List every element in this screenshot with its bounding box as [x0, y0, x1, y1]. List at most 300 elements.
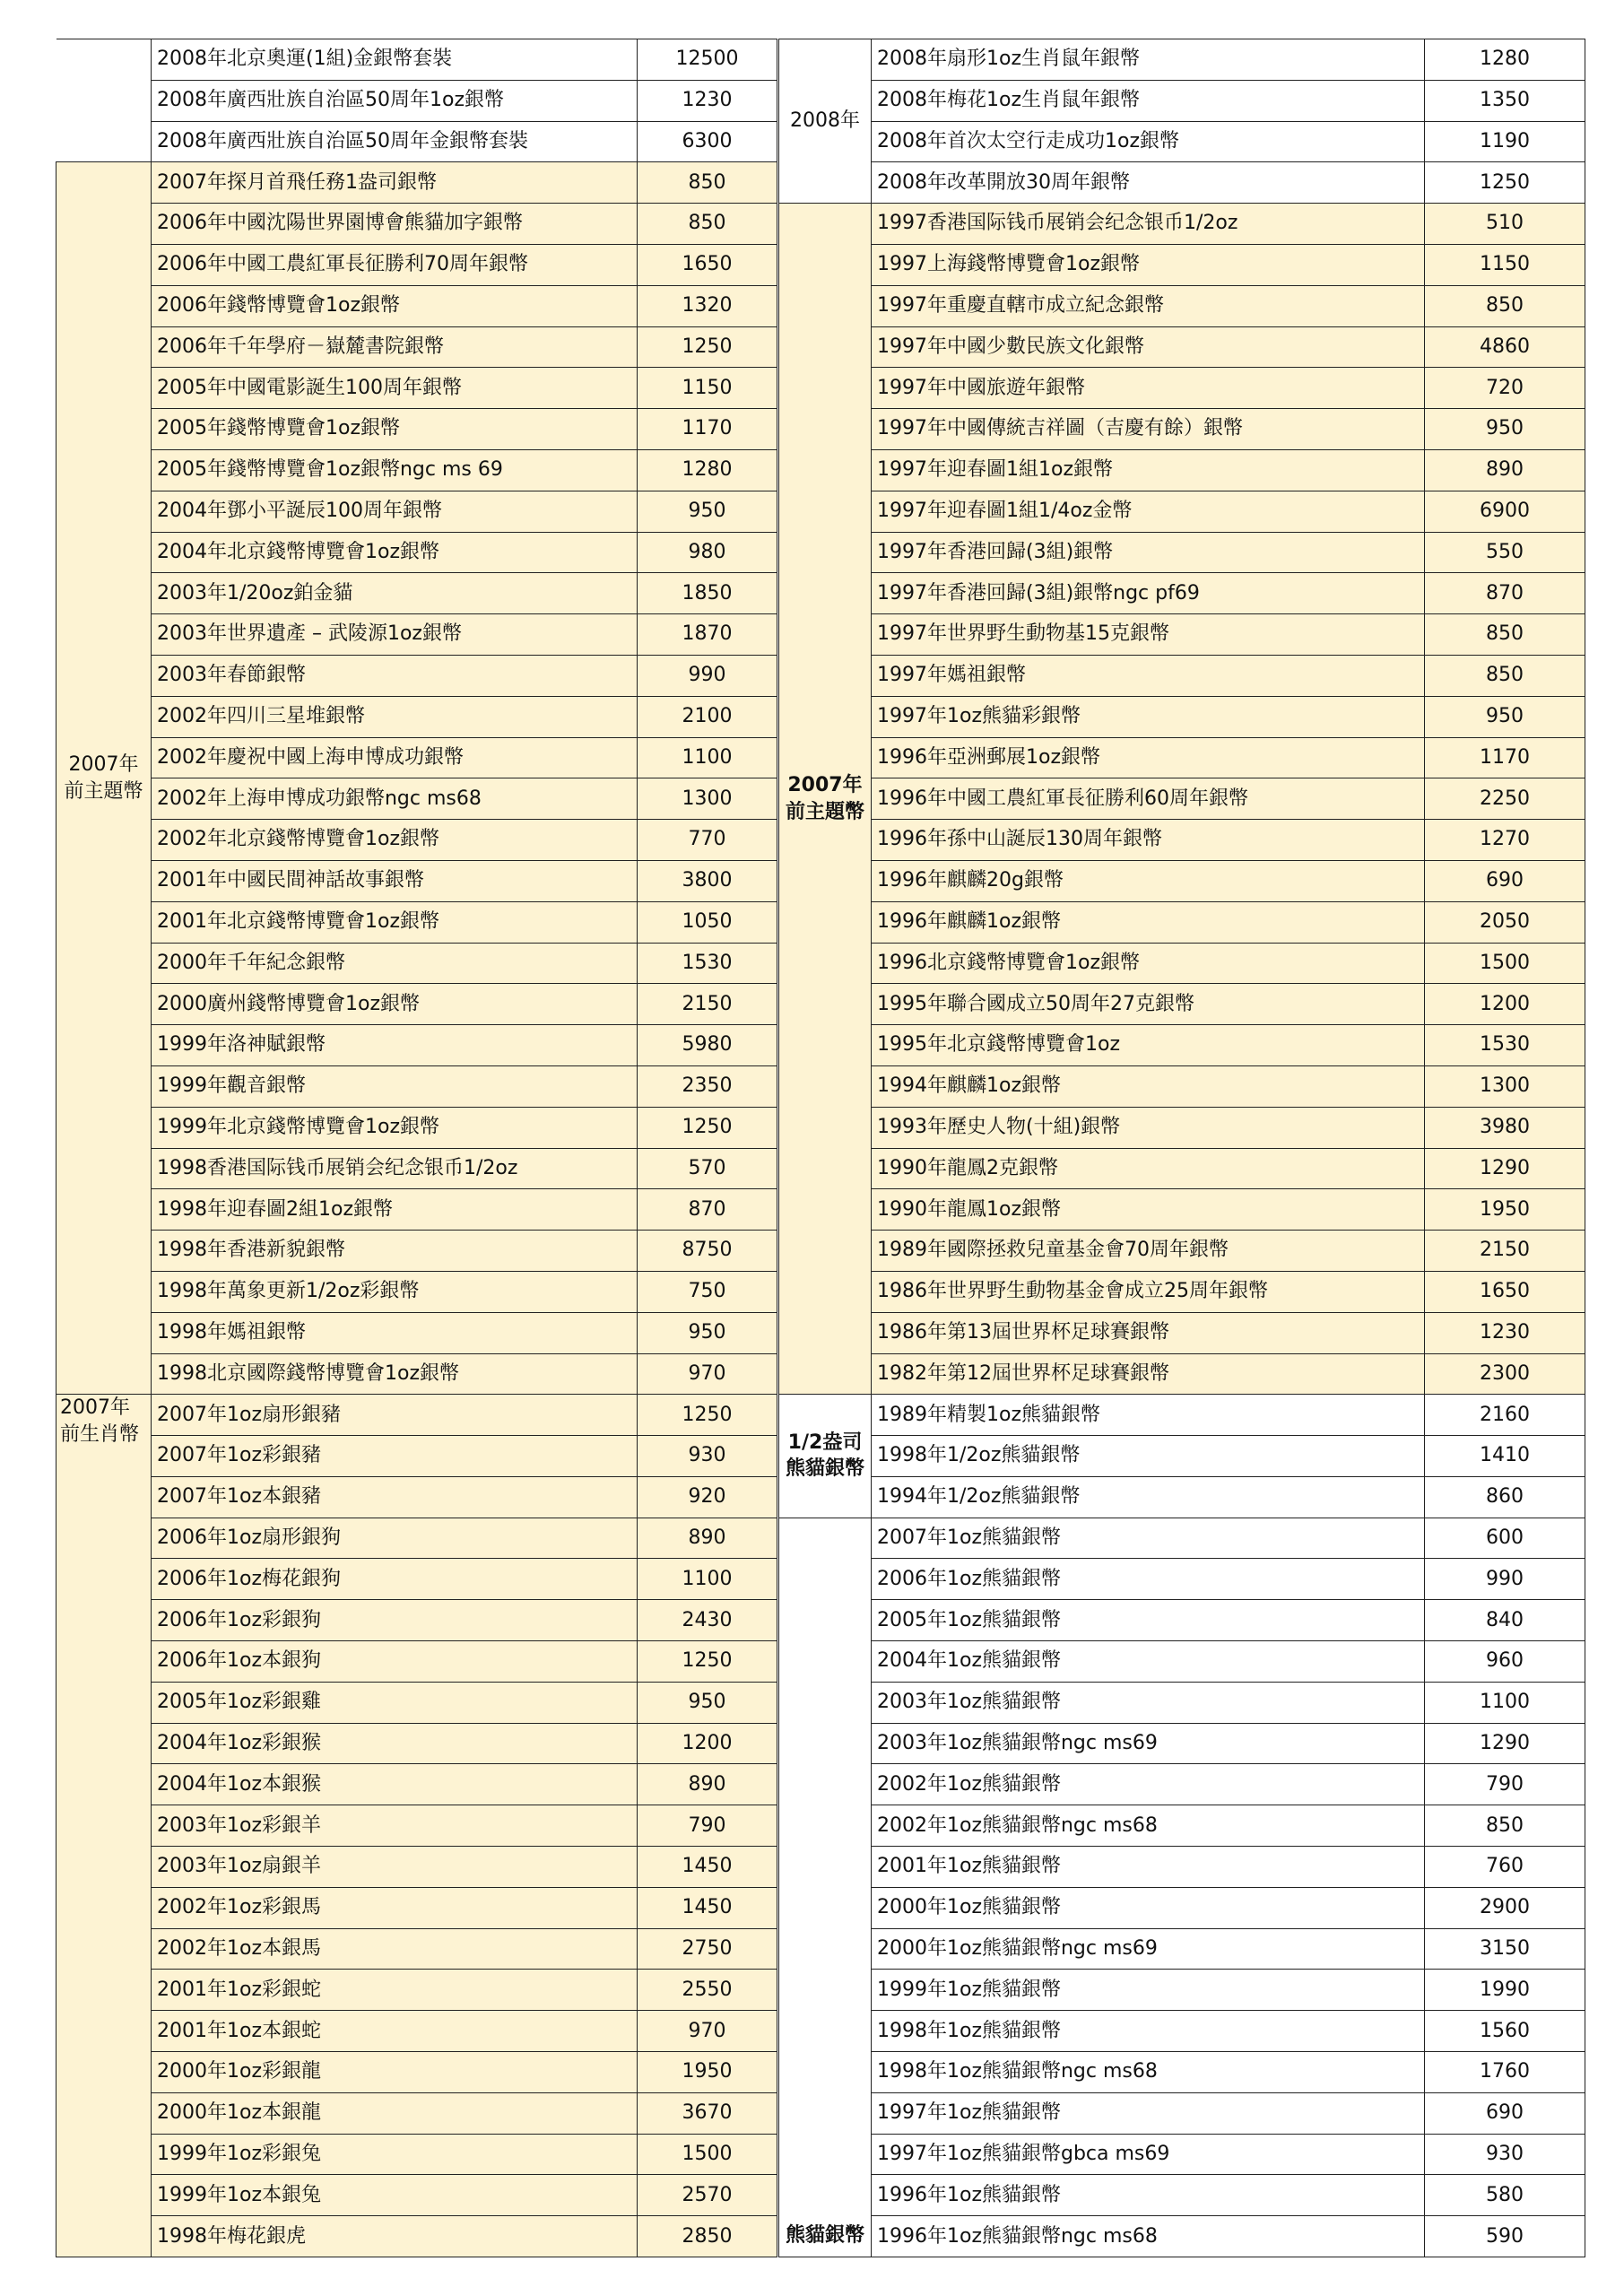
coin-name: 1998年1oz熊貓銀幣	[872, 2011, 1425, 2052]
coin-price: 1270	[1425, 820, 1585, 861]
coin-name: 2006年1oz熊貓銀幣	[872, 1559, 1425, 1600]
coin-name: 2008年改革開放30周年銀幣	[872, 162, 1425, 204]
coin-price: 3150	[1425, 1928, 1585, 1970]
coin-price: 2300	[1425, 1353, 1585, 1395]
coin-name: 2005年1oz熊貓銀幣	[872, 1600, 1425, 1641]
coin-name: 2008年廣西壯族自治區50周年1oz銀幣	[152, 80, 638, 121]
coin-price: 1250	[1425, 162, 1585, 204]
coin-name: 1999年1oz本銀兔	[152, 2175, 638, 2216]
coin-name: 2001年北京錢幣博覽會1oz銀幣	[152, 901, 638, 943]
coin-name: 2000年千年紀念銀幣	[152, 943, 638, 984]
coin-name: 2000年1oz熊貓銀幣	[872, 1887, 1425, 1928]
coin-price: 1100	[638, 737, 777, 778]
table-row	[779, 1395, 1585, 1436]
table-row	[56, 1600, 777, 1641]
coin-name: 1997年中國旅遊年銀幣	[872, 368, 1425, 409]
coin-price: 950	[638, 1682, 777, 1723]
table-row	[779, 285, 1585, 326]
table-row	[779, 1928, 1585, 1970]
coin-price: 1250	[638, 326, 777, 368]
coin-price: 2550	[638, 1970, 777, 2011]
coin-price: 1300	[638, 778, 777, 820]
coin-price: 1870	[638, 614, 777, 656]
coin-name: 2002年1oz熊貓銀幣	[872, 1764, 1425, 1805]
coin-price: 6900	[1425, 491, 1585, 532]
coin-name: 1990年龍鳳2克銀幣	[872, 1148, 1425, 1189]
category-label: 2007年 前主題幣	[779, 204, 872, 1395]
coin-price: 990	[638, 655, 777, 696]
table-row	[56, 2175, 777, 2216]
coin-price: 2250	[1425, 778, 1585, 820]
coin-price: 590	[1425, 2216, 1585, 2257]
table-row	[56, 162, 777, 204]
table-row	[56, 204, 777, 245]
coin-name: 2006年千年學府－嶽麓書院銀幣	[152, 326, 638, 368]
coin-price: 550	[1425, 532, 1585, 573]
table-row	[56, 820, 777, 861]
table-row	[56, 901, 777, 943]
table-row	[56, 655, 777, 696]
coin-price: 1150	[1425, 244, 1585, 285]
coin-name: 2003年1oz彩銀羊	[152, 1805, 638, 1847]
left-price-table	[56, 39, 777, 2257]
table-row	[779, 2216, 1585, 2257]
coin-name: 2008年梅花1oz生肖鼠年銀幣	[872, 80, 1425, 121]
coin-price: 870	[638, 1189, 777, 1231]
table-row	[56, 1805, 777, 1847]
coin-name: 2003年1oz熊貓銀幣	[872, 1682, 1425, 1723]
coin-price: 1170	[638, 409, 777, 450]
table-row	[779, 614, 1585, 656]
coin-price: 2570	[638, 2175, 777, 2216]
category-label: 1/2盎司 熊貓銀幣	[779, 1395, 872, 1518]
coin-price: 1250	[638, 1641, 777, 1683]
coin-price: 870	[1425, 573, 1585, 614]
coin-name: 1998年萬象更新1/2oz彩銀幣	[152, 1271, 638, 1312]
coin-price: 2430	[638, 1600, 777, 1641]
coin-price: 1500	[1425, 943, 1585, 984]
coin-name: 2007年探月首飛任務1盎司銀幣	[152, 162, 638, 204]
coin-name: 1999年觀音銀幣	[152, 1065, 638, 1107]
coin-price: 790	[638, 1805, 777, 1847]
coin-name: 2002年上海申博成功銀幣ngc ms68	[152, 778, 638, 820]
left-table-body	[56, 39, 777, 2257]
coin-price: 1850	[638, 573, 777, 614]
coin-price: 1410	[1425, 1436, 1585, 1477]
coin-name: 2000年1oz熊貓銀幣ngc ms69	[872, 1928, 1425, 1970]
coin-price: 1250	[638, 1395, 777, 1436]
table-row	[56, 1887, 777, 1928]
coin-price: 850	[638, 204, 777, 245]
coin-name: 2002年慶祝中國上海申博成功銀幣	[152, 737, 638, 778]
coin-price: 1280	[1425, 39, 1585, 81]
coin-name: 2003年1oz扇銀羊	[152, 1847, 638, 1888]
coin-name: 2000年1oz彩銀龍	[152, 2052, 638, 2093]
table-row	[779, 1065, 1585, 1107]
table-row	[779, 162, 1585, 204]
coin-price: 2150	[638, 984, 777, 1025]
table-row	[56, 1025, 777, 1066]
coin-name: 2008年北京奧運(1組)金銀幣套裝	[152, 39, 638, 81]
table-row	[779, 984, 1585, 1025]
coin-name: 1993年歷史人物(十組)銀幣	[872, 1107, 1425, 1148]
right-table-body	[779, 39, 1585, 2257]
coin-price: 840	[1425, 1600, 1585, 1641]
coin-price: 1050	[638, 901, 777, 943]
table-row	[779, 860, 1585, 901]
category-label: 2007年 前生肖幣	[56, 1395, 152, 2257]
coin-name: 2003年春節銀幣	[152, 655, 638, 696]
coin-name: 1989年國際拯救兒童基金會70周年銀幣	[872, 1231, 1425, 1272]
coin-price: 2900	[1425, 1887, 1585, 1928]
coin-price: 690	[1425, 860, 1585, 901]
coin-name: 1996年孫中山誕辰130周年銀幣	[872, 820, 1425, 861]
table-row	[779, 655, 1585, 696]
coin-name: 1997年重慶直轄市成立紀念銀幣	[872, 285, 1425, 326]
coin-price: 750	[638, 1271, 777, 1312]
table-row	[56, 532, 777, 573]
coin-price: 12500	[638, 39, 777, 81]
table-row	[779, 778, 1585, 820]
table-row	[779, 326, 1585, 368]
coin-price: 2350	[638, 1065, 777, 1107]
table-row	[779, 2134, 1585, 2175]
table-row	[779, 1847, 1585, 1888]
table-row	[779, 943, 1585, 984]
coin-name: 1994年麒麟1oz銀幣	[872, 1065, 1425, 1107]
table-row	[779, 1107, 1585, 1148]
table-row	[56, 2216, 777, 2257]
coin-price: 1350	[1425, 80, 1585, 121]
coin-name: 1998年1/2oz熊貓銀幣	[872, 1436, 1425, 1477]
coin-price: 850	[1425, 285, 1585, 326]
coin-name: 2003年1oz熊貓銀幣ngc ms69	[872, 1723, 1425, 1764]
table-row	[779, 1682, 1585, 1723]
table-row	[56, 285, 777, 326]
table-row	[56, 1970, 777, 2011]
coin-price: 1290	[1425, 1723, 1585, 1764]
coin-name: 1996年1oz熊貓銀幣ngc ms68	[872, 2216, 1425, 2257]
coin-name: 1997年1oz熊貓彩銀幣	[872, 696, 1425, 737]
coin-price: 890	[1425, 449, 1585, 491]
coin-name: 2003年世界遺產 – 武陵源1oz銀幣	[152, 614, 638, 656]
coin-price: 690	[1425, 2092, 1585, 2134]
coin-price: 1230	[638, 80, 777, 121]
coin-price: 1150	[638, 368, 777, 409]
coin-price: 850	[638, 162, 777, 204]
coin-name: 2002年四川三星堆銀幣	[152, 696, 638, 737]
table-row	[779, 532, 1585, 573]
table-row	[56, 778, 777, 820]
coin-price: 580	[1425, 2175, 1585, 2216]
coin-price: 3800	[638, 860, 777, 901]
coin-price: 850	[1425, 655, 1585, 696]
coin-name: 1994年1/2oz熊貓銀幣	[872, 1476, 1425, 1518]
table-row	[779, 244, 1585, 285]
coin-price: 1530	[1425, 1025, 1585, 1066]
coin-name: 1996年麒麟1oz銀幣	[872, 901, 1425, 943]
coin-name: 1986年第13屆世界杯足球賽銀幣	[872, 1312, 1425, 1353]
table-row	[56, 1847, 777, 1888]
table-row	[779, 1887, 1585, 1928]
coin-name: 2002年1oz熊貓銀幣ngc ms68	[872, 1805, 1425, 1847]
coin-price: 950	[1425, 409, 1585, 450]
coin-name: 1990年龍鳳1oz銀幣	[872, 1189, 1425, 1231]
coin-price: 1170	[1425, 737, 1585, 778]
coin-price: 1200	[638, 1723, 777, 1764]
coin-name: 1996年1oz熊貓銀幣	[872, 2175, 1425, 2216]
table-row	[56, 2092, 777, 2134]
coin-name: 1998年媽祖銀幣	[152, 1312, 638, 1353]
coin-name: 2004年北京錢幣博覽會1oz銀幣	[152, 532, 638, 573]
coin-price: 1200	[1425, 984, 1585, 1025]
table-row	[779, 1600, 1585, 1641]
coin-name: 2000廣州錢幣博覽會1oz銀幣	[152, 984, 638, 1025]
table-row	[779, 1025, 1585, 1066]
table-row	[56, 1231, 777, 1272]
table-row	[56, 1641, 777, 1683]
table-row	[56, 368, 777, 409]
table-row	[56, 491, 777, 532]
table-row	[56, 121, 777, 162]
table-row	[779, 820, 1585, 861]
coin-name: 1997年1oz熊貓銀幣gbca ms69	[872, 2134, 1425, 2175]
table-row	[56, 1395, 777, 1436]
coin-name: 2005年錢幣博覽會1oz銀幣	[152, 409, 638, 450]
coin-price: 980	[638, 532, 777, 573]
coin-price: 8750	[638, 1231, 777, 1272]
table-row	[56, 1559, 777, 1600]
coin-price: 1560	[1425, 2011, 1585, 2052]
coin-price: 760	[1425, 1847, 1585, 1888]
coin-name: 1997年1oz熊貓銀幣	[872, 2092, 1425, 2134]
table-row	[779, 696, 1585, 737]
coin-price: 510	[1425, 204, 1585, 245]
coin-price: 1230	[1425, 1312, 1585, 1353]
table-row	[779, 121, 1585, 162]
table-row	[779, 2092, 1585, 2134]
coin-price: 1650	[638, 244, 777, 285]
coin-name: 2006年1oz扇形銀狗	[152, 1518, 638, 1559]
coin-price: 860	[1425, 1476, 1585, 1518]
coin-name: 2006年中國沈陽世界園博會熊貓加字銀幣	[152, 204, 638, 245]
table-row	[56, 860, 777, 901]
coin-price: 950	[638, 1312, 777, 1353]
table-row	[56, 1518, 777, 1559]
table-row	[779, 1970, 1585, 2011]
coin-name: 2002年1oz本銀馬	[152, 1928, 638, 1970]
coin-name: 1999年1oz彩銀兔	[152, 2134, 638, 2175]
coin-name: 2006年錢幣博覽會1oz銀幣	[152, 285, 638, 326]
table-row	[779, 368, 1585, 409]
coin-name: 2004年1oz彩銀猴	[152, 1723, 638, 1764]
coin-name: 1997年中國少數民族文化銀幣	[872, 326, 1425, 368]
coin-price: 970	[638, 2011, 777, 2052]
coin-name: 1997年迎春圖1組1/4oz金幣	[872, 491, 1425, 532]
coin-price: 2160	[1425, 1395, 1585, 1436]
coin-name: 1997年迎春圖1組1oz銀幣	[872, 449, 1425, 491]
table-row	[56, 1436, 777, 1477]
coin-name: 2004年1oz本銀猴	[152, 1764, 638, 1805]
table-row	[779, 901, 1585, 943]
coin-price: 930	[1425, 2134, 1585, 2175]
table-row	[779, 1353, 1585, 1395]
coin-name: 1999年1oz熊貓銀幣	[872, 1970, 1425, 2011]
coin-price: 6300	[638, 121, 777, 162]
coin-name: 2001年1oz熊貓銀幣	[872, 1847, 1425, 1888]
coin-name: 1997年香港回歸(3組)銀幣ngc pf69	[872, 573, 1425, 614]
table-row	[779, 1231, 1585, 1272]
coin-price: 1100	[1425, 1682, 1585, 1723]
table-row	[56, 409, 777, 450]
table-row	[56, 1723, 777, 1764]
table-row	[56, 1271, 777, 1312]
coin-name: 2006年中國工農紅軍長征勝利70周年銀幣	[152, 244, 638, 285]
coin-price: 2150	[1425, 1231, 1585, 1272]
table-row	[56, 326, 777, 368]
coin-price: 2100	[638, 696, 777, 737]
coin-name: 1995年北京錢幣博覽會1oz	[872, 1025, 1425, 1066]
table-row	[779, 2175, 1585, 2216]
coin-price: 570	[638, 1148, 777, 1189]
coin-name: 2001年中國民間神話故事銀幣	[152, 860, 638, 901]
table-row	[56, 1764, 777, 1805]
table-row	[56, 1148, 777, 1189]
coin-price: 1650	[1425, 1271, 1585, 1312]
coin-price: 4860	[1425, 326, 1585, 368]
coin-price: 600	[1425, 1518, 1585, 1559]
coin-price: 1280	[638, 449, 777, 491]
table-row	[779, 2052, 1585, 2093]
coin-price: 5980	[638, 1025, 777, 1066]
coin-name: 1998年迎春圖2組1oz銀幣	[152, 1189, 638, 1231]
coin-name: 2007年1oz熊貓銀幣	[872, 1518, 1425, 1559]
table-row	[56, 39, 777, 81]
coin-name: 2005年錢幣博覽會1oz銀幣ngc ms 69	[152, 449, 638, 491]
coin-name: 2001年1oz彩銀蛇	[152, 1970, 638, 2011]
coin-price: 950	[1425, 696, 1585, 737]
table-row	[779, 1559, 1585, 1600]
table-row	[779, 1518, 1585, 1559]
coin-name: 1998香港国际钱币展销会纪念银币1/2oz	[152, 1148, 638, 1189]
table-row	[56, 1476, 777, 1518]
table-row	[779, 737, 1585, 778]
table-row	[56, 943, 777, 984]
table-row	[56, 2011, 777, 2052]
coin-name: 1997年中國傳統吉祥圖（吉慶有餘）銀幣	[872, 409, 1425, 450]
coin-name: 2008年首次太空行走成功1oz銀幣	[872, 121, 1425, 162]
coin-price: 1100	[638, 1559, 777, 1600]
coin-price: 850	[1425, 1805, 1585, 1847]
coin-price: 1950	[1425, 1189, 1585, 1231]
category-label: 2007年 前主題幣	[56, 162, 152, 1395]
table-row	[779, 1764, 1585, 1805]
coin-name: 2007年1oz彩銀豬	[152, 1436, 638, 1477]
table-row	[779, 1148, 1585, 1189]
coin-name: 1997香港国际钱币展销会纪念银币1/2oz	[872, 204, 1425, 245]
coin-name: 1998年香港新貌銀幣	[152, 1231, 638, 1272]
coin-price: 1450	[638, 1847, 777, 1888]
coin-name: 1998北京國際錢幣博覽會1oz銀幣	[152, 1353, 638, 1395]
coin-name: 1997年世界野生動物基15克銀幣	[872, 614, 1425, 656]
coin-price: 1300	[1425, 1065, 1585, 1107]
coin-price: 1990	[1425, 1970, 1585, 2011]
table-row	[779, 1723, 1585, 1764]
coin-name: 1997年香港回歸(3組)銀幣	[872, 532, 1425, 573]
table-row	[56, 1107, 777, 1148]
coin-name: 2006年1oz彩銀狗	[152, 1600, 638, 1641]
table-row	[56, 737, 777, 778]
coin-name: 1982年第12屆世界杯足球賽銀幣	[872, 1353, 1425, 1395]
coin-name: 2007年1oz本銀豬	[152, 1476, 638, 1518]
table-row	[56, 1189, 777, 1231]
table-row	[56, 573, 777, 614]
coin-price: 890	[638, 1764, 777, 1805]
table-row	[779, 1436, 1585, 1477]
table-row	[779, 1271, 1585, 1312]
coin-price: 960	[1425, 1641, 1585, 1683]
table-row	[56, 2052, 777, 2093]
category-label: 熊貓銀幣	[779, 1518, 872, 2257]
table-row	[779, 1805, 1585, 1847]
coin-name: 1996年中國工農紅軍長征勝利60周年銀幣	[872, 778, 1425, 820]
coin-name: 2003年1/20oz鉑金貓	[152, 573, 638, 614]
table-row	[779, 409, 1585, 450]
table-row	[779, 39, 1585, 81]
coin-name: 1986年世界野生動物基金會成立25周年銀幣	[872, 1271, 1425, 1312]
coin-price: 930	[638, 1436, 777, 1477]
coin-price: 1950	[638, 2052, 777, 2093]
table-row	[56, 614, 777, 656]
coin-name: 2000年1oz本銀龍	[152, 2092, 638, 2134]
coin-name: 2006年1oz本銀狗	[152, 1641, 638, 1683]
coin-price: 890	[638, 1518, 777, 1559]
table-row	[56, 984, 777, 1025]
coin-name: 1995年聯合國成立50周年27克銀幣	[872, 984, 1425, 1025]
coin-name: 1998年梅花銀虎	[152, 2216, 638, 2257]
coin-price: 3670	[638, 2092, 777, 2134]
coin-name: 2006年1oz梅花銀狗	[152, 1559, 638, 1600]
coin-price: 1320	[638, 285, 777, 326]
table-row	[779, 80, 1585, 121]
table-row	[779, 1476, 1585, 1518]
coin-name: 1999年洛神賦銀幣	[152, 1025, 638, 1066]
coin-price: 1450	[638, 1887, 777, 1928]
coin-name: 2002年1oz彩銀馬	[152, 1887, 638, 1928]
table-row	[56, 449, 777, 491]
coin-price: 2850	[638, 2216, 777, 2257]
coin-price: 1250	[638, 1107, 777, 1148]
table-row	[779, 1641, 1585, 1683]
coin-price: 990	[1425, 1559, 1585, 1600]
coin-name: 1999年北京錢幣博覽會1oz銀幣	[152, 1107, 638, 1148]
table-row	[779, 491, 1585, 532]
coin-name: 2007年1oz扇形銀豬	[152, 1395, 638, 1436]
table-row	[56, 1353, 777, 1395]
table-row	[779, 1189, 1585, 1231]
coin-name: 1997上海錢幣博覽會1oz銀幣	[872, 244, 1425, 285]
coin-price: 790	[1425, 1764, 1585, 1805]
right-price-table	[778, 39, 1585, 2257]
coin-name: 1989年精製1oz熊貓銀幣	[872, 1395, 1425, 1436]
coin-price: 850	[1425, 614, 1585, 656]
coin-price: 950	[638, 491, 777, 532]
coin-name: 1997年媽祖銀幣	[872, 655, 1425, 696]
coin-price: 720	[1425, 368, 1585, 409]
table-row	[56, 1312, 777, 1353]
coin-price: 2750	[638, 1928, 777, 1970]
coin-name: 2004年1oz熊貓銀幣	[872, 1641, 1425, 1683]
